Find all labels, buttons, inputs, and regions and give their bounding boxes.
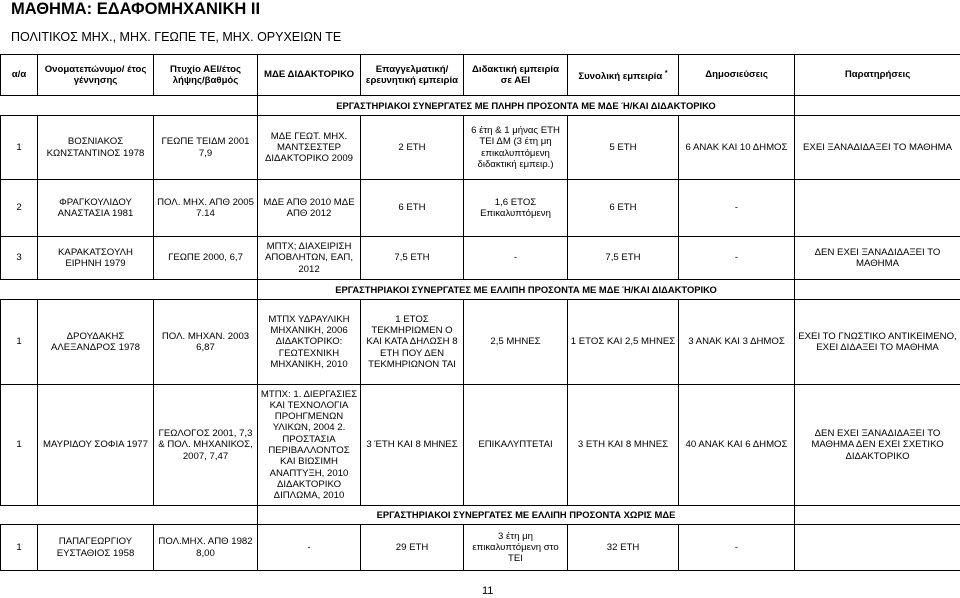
page-number: 11 xyxy=(482,585,494,597)
table-row xyxy=(1,385,960,506)
cell-professional-experience: 29 ΕΤΗ xyxy=(361,525,464,571)
cell-msc-phd: ΜΤΠΧ ΥΔΡΑΥΛΙΚΗ ΜΗΧΑΝΙΚΗ, 2006 ΔΙΔΑΚΤΟΡΙΚΟ: ΓΕΩΤΕΧΝΙΚΗ ΜΗΧΑΝΙΚΗ, 2010 xyxy=(258,300,361,385)
cell-aa: 1 xyxy=(1,300,38,385)
section-no-msc: ΕΡΓΑΣΤΗΡΙΑΚΟΙ ΣΥΝΕΡΓΑΤΕΣ ΜΕ ΕΛΛΙΠΗ ΠΡΟΣΟΝΤΑ ΧΩΡΙΣ ΜΔΕ xyxy=(258,506,795,525)
header-teaching-experience: Διδακτική εμπειρία σε ΑΕΙ xyxy=(464,55,568,96)
cell-msc-phd: ΜΠΤΧ; ΔΙΑΧΕΙΡΙΣΗ ΑΠΟΒΛΗΤΩΝ, ΕΑΠ, 2012 xyxy=(258,237,361,280)
cell-teaching-experience: 6 έτη & 1 μήνας ΕΤΗ ΤΕΙ ΔΜ (3 έτη μη επικαλυπτόμενη διδακτική εμπειρ.) xyxy=(464,116,568,180)
header-degree: Πτυχίο ΑΕΙ/έτος λήψης/βαθμός xyxy=(154,55,258,96)
cell-name: ΦΡΑΓΚΟΥΛΙΔΟΥ ΑΝΑΣΤΑΣΙΑ 1981 xyxy=(38,180,154,237)
cell-professional-experience: 2 ΕΤΗ xyxy=(361,116,464,180)
section-partial-qualifications: ΕΡΓΑΣΤΗΡΙΑΚΟΙ ΣΥΝΕΡΓΑΤΕΣ ΜΕ ΕΛΛΙΠΗ ΠΡΟΣΟΝΤΑ ΜΕ ΜΔΕ Ή/ΚΑΙ ΔΙΔΑΚΤΟΡΙΚΟ xyxy=(258,280,795,300)
header-aa: α/α xyxy=(1,55,38,96)
cell-total-experience: 6 ΕΤΗ xyxy=(568,180,679,237)
cell-notes: ΔΕΝ ΕΧΕΙ ΞΑΝΑΔΙΔΑΞΕΙ ΤΟ ΜΑΘΗΜΑ xyxy=(795,237,960,280)
section-row xyxy=(1,280,960,300)
cell-aa: 1 xyxy=(1,116,38,180)
cell-publications: - xyxy=(679,237,795,280)
cell-aa: 3 xyxy=(1,237,38,280)
table-row xyxy=(1,525,960,571)
cell-aa: 1 xyxy=(1,385,38,506)
cell-total-experience: 7,5 ΕΤΗ xyxy=(568,237,679,280)
cell-teaching-experience: 1,6 ΕΤΟΣ Επικαλυπτόμενη xyxy=(464,180,568,237)
cell-aa: 1 xyxy=(1,525,38,571)
cell-total-experience: 32 ΕΤΗ xyxy=(568,525,679,571)
cell-publications: - xyxy=(679,180,795,237)
staff-table xyxy=(0,54,960,571)
cell-msc-phd: ΜΔΕ ΑΠΘ 2010 ΜΔΕ ΑΠΘ 2012 xyxy=(258,180,361,237)
header-name: Ονοματεπώνυμο/ έτος γέννησης xyxy=(38,55,154,96)
cell-notes xyxy=(795,180,960,237)
cell-publications: 3 ΑΝΑΚ ΚΑΙ 3 ΔΗΜΟΣ xyxy=(679,300,795,385)
cell-professional-experience: 6 ΕΤΗ xyxy=(361,180,464,237)
table-row xyxy=(1,116,960,180)
cell-publications: - xyxy=(679,525,795,571)
cell-notes: ΔΕΝ ΕΧΕΙ ΞΑΝΑΔΙΔΑΞΕΙ ΤΟ ΜΑΘΗΜΑ ΔΕΝ ΕΧΕΙ ΣΧΕΤΙΚΟ ΔΙΔΑΚΤΟΡΙΚΟ xyxy=(795,385,960,506)
cell-notes: ΕΧΕΙ ΤΟ ΓΝΩΣΤΙΚΟ ΑΝΤΙΚΕΙΜΕΝΟ, ΕΧΕΙ ΔΙΔΑΞΕΙ ΤΟ ΜΑΘΗΜΑ xyxy=(795,300,960,385)
header-notes: Παρατηρήσεις xyxy=(795,55,960,96)
header-msc-phd: ΜΔΕ ΔΙΔΑΚΤΟΡΙΚΟ xyxy=(258,55,361,96)
cell-publications: 6 ΑΝΑΚ ΚΑΙ 10 ΔΗΜΟΣ xyxy=(679,116,795,180)
cell-total-experience: 1 ΕΤΟΣ ΚΑΙ 2,5 ΜΗΝΕΣ xyxy=(568,300,679,385)
header-row xyxy=(1,55,960,96)
section-row xyxy=(1,96,960,116)
cell-name: ΚΑΡΑΚΑΤΣΟΥΛΗ ΕΙΡΗΝΗ 1979 xyxy=(38,237,154,280)
table-row xyxy=(1,237,960,280)
cell-aa: 2 xyxy=(1,180,38,237)
table-row xyxy=(1,180,960,237)
cell-msc-phd: - xyxy=(258,525,361,571)
cell-name: ΠΑΠΑΓΕΩΡΓΙΟΥ ΕΥΣΤΑΘΙΟΣ 1958 xyxy=(38,525,154,571)
cell-publications: 40 ΑΝΑΚ ΚΑΙ 6 ΔΗΜΟΣ xyxy=(679,385,795,506)
section-full-qualifications: ΕΡΓΑΣΤΗΡΙΑΚΟΙ ΣΥΝΕΡΓΑΤΕΣ ΜΕ ΠΛΗΡΗ ΠΡΟΣΟΝΤΑ ΜΕ ΜΔΕ Ή/ΚΑΙ ΔΙΔΑΚΤΟΡΙΚΟ xyxy=(258,96,795,116)
cell-degree: ΠΟΛ.ΜΗΧ. ΑΠΘ 1982 8,00 xyxy=(154,525,258,571)
cell-name: ΔΡΟΥΔΑΚΗΣ ΑΛΕΞΑΝΔΡΟΣ 1978 xyxy=(38,300,154,385)
cell-name: ΜΑΥΡΙΔΟΥ ΣΟΦΙΑ 1977 xyxy=(38,385,154,506)
cell-teaching-experience: ΕΠΙΚΑΛΥΠΤΕΤΑΙ xyxy=(464,385,568,506)
cell-degree: ΓΕΩΠΕ ΤΕΙΔΜ 2001 7,9 xyxy=(154,116,258,180)
page-subtitle: ΠΟΛΙΤΙΚΟΣ ΜΗΧ., ΜΗΧ. ΓΕΩΠΕ ΤΕ, ΜΗΧ. ΟΡΥΧΕΙΩΝ ΤΕ xyxy=(11,30,342,44)
header-professional-experience: Επαγγελματική/ ερευνητική εμπειρία xyxy=(361,55,464,96)
cell-msc-phd: ΜΔΕ ΓΕΩΤ. ΜΗΧ. ΜΑΝΤΣΕΣΤΕΡ ΔΙΔΑΚΤΟΡΙΚΟ 2009 xyxy=(258,116,361,180)
cell-name: ΒΟΣΝΙΑΚΟΣ ΚΩΝΣΤΑΝΤΙΝΟΣ 1978 xyxy=(38,116,154,180)
section-row xyxy=(1,506,960,525)
cell-total-experience: 3 ΕΤΗ ΚΑΙ 8 ΜΗΝΕΣ xyxy=(568,385,679,506)
header-publications: Δημοσιεύσεις xyxy=(679,55,795,96)
cell-degree: ΠΟΛ. ΜΗΧΑΝ. 2003 6,87 xyxy=(154,300,258,385)
cell-notes: ΕΧΕΙ ΞΑΝΑΔΙΔΑΞΕΙ ΤΟ ΜΑΘΗΜΑ xyxy=(795,116,960,180)
cell-professional-experience: 3 ΈΤΗ ΚΑΙ 8 ΜΗΝΕΣ xyxy=(361,385,464,506)
cell-degree: ΓΕΩΛΟΓΟΣ 2001, 7,3 & ΠΟΛ. ΜΗΧΑΝΙΚΟΣ, 2007, 7,47 xyxy=(154,385,258,506)
cell-degree: ΠΟΛ. ΜΗΧ. ΑΠΘ 2005 7.14 xyxy=(154,180,258,237)
cell-degree: ΓΕΩΠΕ 2000, 6,7 xyxy=(154,237,258,280)
cell-professional-experience: 7,5 ΕΤΗ xyxy=(361,237,464,280)
table-row xyxy=(1,300,960,385)
cell-teaching-experience: - xyxy=(464,237,568,280)
cell-total-experience: 5 ΕΤΗ xyxy=(568,116,679,180)
cell-teaching-experience: 3 έτη μη επικαλυπτόμενη στο ΤΕΙ xyxy=(464,525,568,571)
page-title: ΜΑΘΗΜΑ: ΕΔΑΦΟΜΗΧΑΝΙΚΗ ΙΙ xyxy=(11,0,261,18)
cell-professional-experience: 1 ΕΤΟΣ ΤΕΚΜΗΡΙΩΜΕΝ Ο ΚΑΙ ΚΑΤΑ ΔΗΛΩΣΗ 8 ΕΤΗ ΠΟΥ ΔΕΝ ΤΕΚΜΗΡΙΩΝΟΝ ΤΑΙ xyxy=(361,300,464,385)
cell-teaching-experience: 2,5 ΜΗΝΕΣ xyxy=(464,300,568,385)
header-total-experience: Συνολική εμπειρία * xyxy=(568,55,679,96)
cell-notes xyxy=(795,525,960,571)
cell-msc-phd: ΜΤΠΧ: 1. ΔΙΕΡΓΑΣΙΕΣ ΚΑΙ ΤΕΧΝΟΛΟΓΙΑ ΠΡΟΗΓΜΕΝΩΝ ΥΛΙΚΩΝ, 2004 2. ΠΡΟΣΤΑΣΙΑ ΠΕΡΙΒΑΛΛΟΝΤΟΣ ΚΑΙ ΒΙΩΣΙΜΗ ΑΝΑΠΤΥΞΗ, 2010 ΔΙΔΑΚΤΟΡΙΚΟ ΔΙΠΛΩΜΑ, 2010 xyxy=(258,385,361,506)
